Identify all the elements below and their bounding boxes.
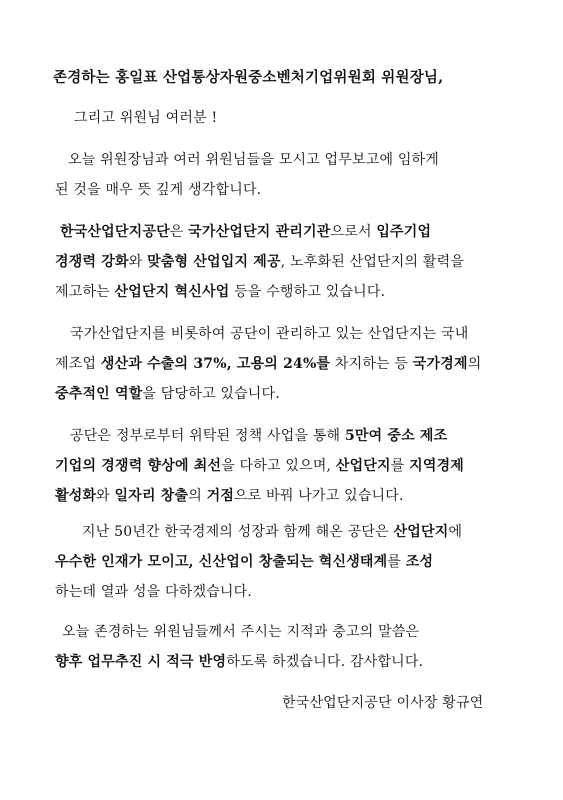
text-span: 향후 업무추진 시 적극 반영 (55, 654, 227, 670)
text-span: 으로 바꿔 나가고 있습니다. (234, 488, 404, 504)
text-span: 활성화 (55, 488, 97, 504)
paragraph-5-line-2 (55, 552, 433, 572)
paragraph-5-line-1 (82, 522, 462, 542)
text-span: 을 담당하고 있습니다. (142, 386, 280, 402)
text-span: 조성 (405, 554, 434, 570)
text-span: , 노후화된 산업단지의 활력을 (280, 254, 465, 270)
text-span: 한국산업단지공단 (60, 224, 170, 240)
text-span: 5만여 중소 제조 (344, 428, 448, 444)
paragraph-6-line-1: 오늘 존경하는 위원님들께서 주시는 지적과 충고의 말씀은 (62, 624, 420, 640)
paragraph-4-line-2 (55, 456, 464, 476)
text-span: 산업단지 (335, 458, 391, 474)
text-span: 하도록 하겠습니다. 감사합니다. (226, 654, 424, 670)
paragraph-4-line-1 (70, 426, 447, 446)
text-span: 일자리 창출 (114, 488, 189, 504)
text-span: 을 다하고 있으며, (221, 458, 336, 474)
paragraph-4-line-3 (55, 486, 404, 506)
text-span: 거점 (206, 488, 235, 504)
greeting-line-2: 그리고 위원님 여러분 ! (74, 110, 218, 126)
text-span: 으로서 (330, 224, 377, 240)
paragraph-2-line-3 (55, 282, 385, 302)
greeting-line-1: 존경하는 홍일표 산업통상자원중소벤처기업위원회 위원장님, (53, 69, 444, 86)
text-span: 를 (390, 458, 410, 474)
text-span: 국가산업단지 관리기관 (188, 224, 331, 240)
paragraph-2-line-1 (60, 222, 431, 242)
paragraph-5-line-3: 하는데 열과 성을 다하겠습니다. (55, 584, 253, 600)
paragraph-3-line-3 (55, 384, 280, 404)
text-span: 의 (188, 488, 207, 504)
paragraph-1-line-2: 된 것을 매우 뜻 깊게 생각합니다. (55, 182, 262, 198)
paragraph-6-line-2 (55, 652, 423, 672)
text-span: 은 (169, 224, 189, 240)
text-span: 공단은 정부로부터 위탁된 정책 사업을 통해 (70, 428, 345, 444)
text-span: 지난 50년간 한국경제의 성장과 함께 해온 공단은 (82, 524, 394, 540)
text-span: 를 (387, 554, 406, 570)
text-span: 우수한 인재가 모이고, 신산업이 창출되는 혁신생태계 (55, 554, 388, 570)
paragraph-3-line-1: 국가산업단지를 비롯하여 공단이 관리하고 있는 산업단지는 국내 (70, 326, 469, 342)
text-span: 산업단지 혁신사업 (114, 284, 230, 300)
paragraph-2-line-2 (55, 252, 464, 272)
text-span: 국가경제 (412, 356, 468, 372)
text-span: 생산과 수출의 37%, 고용의 24%를 (100, 356, 331, 372)
text-span: 맞춤형 산업입지 제공 (147, 254, 281, 270)
text-span: 등을 수행하고 있습니다. (229, 284, 386, 300)
paragraph-1-line-1: 오늘 위원장님과 여러 위원님들을 모시고 업무보고에 임하게 (68, 152, 439, 168)
signature: 한국산업단지공단 이사장 황규연 (282, 695, 484, 711)
text-span: 에 (448, 524, 463, 540)
text-span: 입주기업 (376, 224, 432, 240)
text-span: 경쟁력 강화 (55, 254, 129, 270)
text-span: 지역경제 (409, 458, 465, 474)
text-span: 와 (96, 488, 115, 504)
text-span: 중추적인 역할 (55, 386, 143, 402)
text-span: 제고하는 (55, 284, 115, 300)
text-span: 의 (467, 356, 482, 372)
text-span: 차지하는 등 (330, 356, 413, 372)
paragraph-3-line-2 (55, 354, 481, 374)
text-span: 산업단지 (393, 524, 449, 540)
text-span: 와 (128, 254, 148, 270)
text-span: 제조업 (55, 356, 101, 372)
text-span: 기업의 경쟁력 향상에 최선 (55, 458, 222, 474)
